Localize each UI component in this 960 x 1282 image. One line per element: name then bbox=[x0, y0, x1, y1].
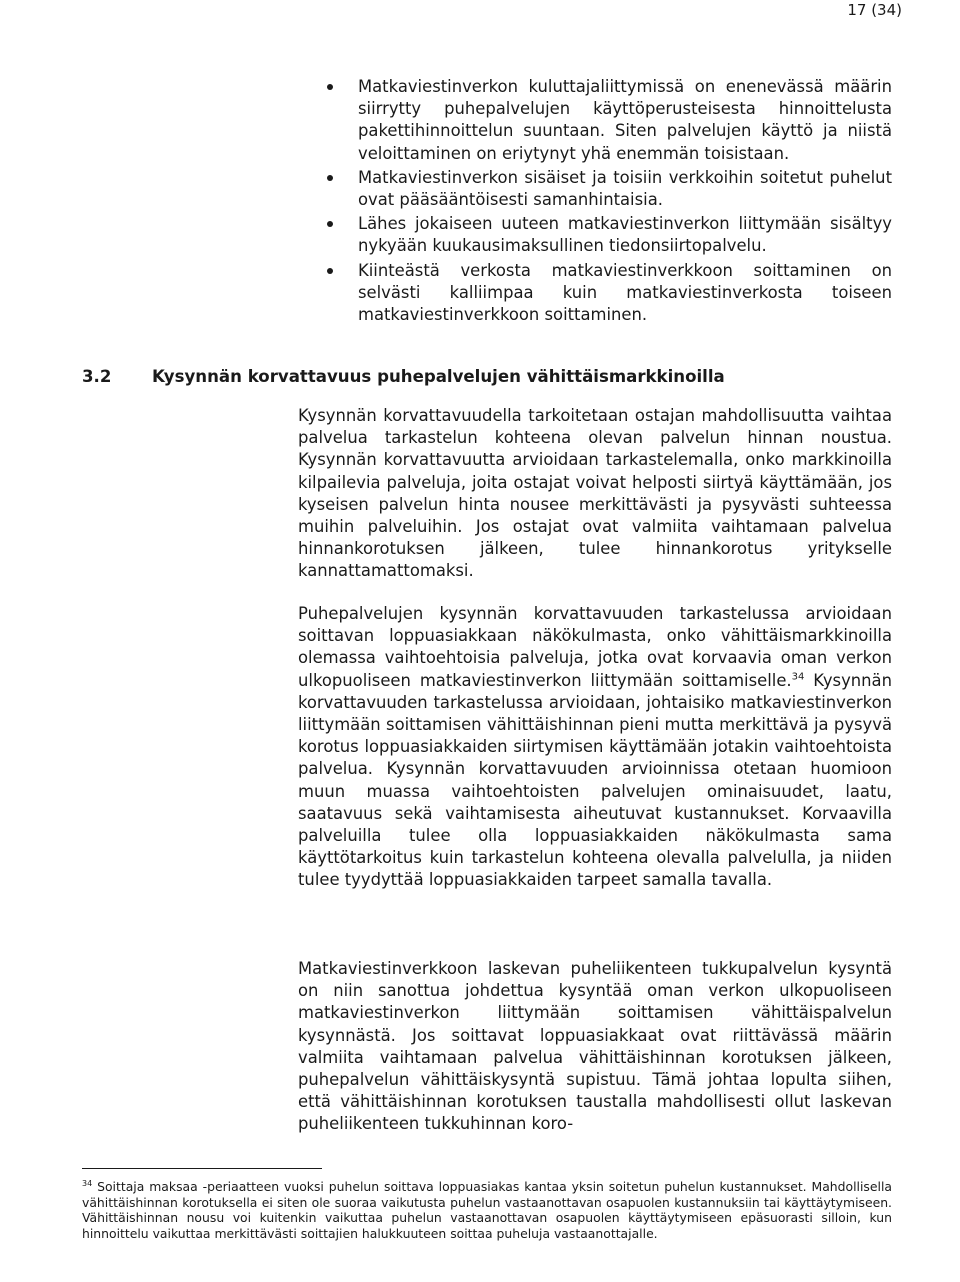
section-number: 3.2 bbox=[82, 367, 112, 386]
bullet-item: Matkaviestinverkon kuluttajaliittymissä on enenevässä määrin siirrytty puhepalvelujen käyttöperusteisesta hinnoittelusta pakettihinnoittelun suuntaan. Siten palvelujen käyttö ja niistä veloittaminen on eriytynyt yhä enemmän toisistaan. bbox=[358, 76, 892, 165]
footnote-reference[interactable]: 34 bbox=[791, 671, 805, 683]
paragraph-derived-demand: Matkaviestinverkkoon laskevan puheliikenteen tukkupalvelun kysyntä on niin sanottua johdettua kysyntää oman verkon ulkopuoliseen matkaviestinverkon liittymään soittamisen vähittäispalvelun kysynnästä. Jos soittavat loppuasiakkaat ovat riittävässä määrin valmiita vaihtamaan palvelua vähittäishinnan korotuksen jälkeen, puhepalvelun vähittäiskysyntä supistuu. Tämä johtaa lopulta siihen, että vähittäishinnan korotuksen taustalla mahdollisesti ollut laskevan puheliikenteen tukkuhinnan koro- bbox=[298, 959, 892, 1134]
footnote-number: 34 bbox=[82, 1178, 93, 1188]
bullet-item: Matkaviestinverkon sisäiset ja toisiin verkkoihin soitetut puhelut ovat pääsääntöisesti samanhintaisia. bbox=[358, 167, 892, 211]
bullet-item: Lähes jokaiseen uuteen matkaviestinverkon liittymään sisältyy nykyään kuukausimaksullinen tiedonsiirtopalvelu. bbox=[358, 213, 892, 257]
bullet-item: Kiinteästä verkosta matkaviestinverkkoon soittaminen on selvästi kalliimpaa kuin matkaviestinverkosta toiseen matkaviestinverkkoon soittaminen. bbox=[358, 260, 892, 327]
footnote-divider bbox=[82, 1168, 322, 1169]
paragraph-text: Puhepalvelujen kysynnän korvattavuuden tarkastelussa arvioidaan soittavan loppuasiakkaan näkökulmasta, onko vähittäismarkkinoilla olemassa vaihtoehtoisia palveluja, jotka ovat korvaavia oman verkon ulkopuoliseen matkaviestinverkon liittymään soittamiselle. bbox=[298, 604, 892, 690]
section-heading bbox=[82, 366, 902, 388]
page-number: 17 (34) bbox=[847, 1, 902, 19]
bullet-list bbox=[358, 76, 892, 328]
footnote bbox=[82, 1179, 892, 1241]
paragraph-voice-service-assessment bbox=[298, 603, 892, 892]
footnote-text: Soittaja maksaa -periaatteen vuoksi puhelun soittava loppuasiakas kantaa yksin soitetun puhelun kustannukset. Mahdollisella vähittäishinnan korotuksella ei siten ole suoraa vaikutusta puhelun vastaanottavan osapuolen kustannuksiin tai käyttäytymiseen. Vähittäishinnan nousu voi kuitenkin vaikuttaa puhelun vastaanottavan osapuolen käyttäytymiseen epäsuorasti silloin, kun hinnoittelu vaikuttaa merkittävästi soittajien halukkuuteen soittaa puheluja vastaanottajalle. bbox=[82, 1179, 892, 1241]
paragraph-demand-substitutability: Kysynnän korvattavuudella tarkoitetaan ostajan mahdollisuutta vaihtaa palvelua tarkastelun kohteena olevan palvelun hinnan noustua. Kysynnän korvattavuutta arvioidaan tarkastelemalla, onko markkinoilla kilpailevia palveluja, joita ostajat voivat helposti siirtyä käyttämään, jos kyseisen palvelun hinta nousee merkittävästi ja pysyvästi suhteessa muihin palveluihin. Jos ostajat ovat valmiita vaihtamaan palvelua hinnankorotuksen jälkeen, tulee hinnankorotus yritykselle kannattamattomaksi. bbox=[298, 406, 892, 581]
paragraph-text: Kysynnän korvattavuuden tarkastelussa arvioidaan, johtaisiko matkaviestinverkon liittymään soittamisen vähittäishinnan pieni mutta merkittävä ja pysyvä korotus loppuasiakkaiden siirtymisen käyttämään jotakin vaihtoehtoista palvelua. Kysynnän korvattavuuden arvioinnissa otetaan huomioon muun muassa vaihtoehtoisten palvelujen ominaisuudet, laatu, saatavuus sekä vaihtamisesta aiheutuvat kustannukset. Korvaavilla palveluilla tulee olla loppuasiakkaiden näkökulmasta sama käyttötarkoitus kuin tarkastelun kohteena olevalla palvelulla, ja niiden tulee tyydyttää loppuasiakkaiden tarpeet samalla tavalla. bbox=[298, 670, 892, 890]
section-title: Kysynnän korvattavuus puhepalvelujen vähittäismarkkinoilla bbox=[152, 367, 725, 386]
